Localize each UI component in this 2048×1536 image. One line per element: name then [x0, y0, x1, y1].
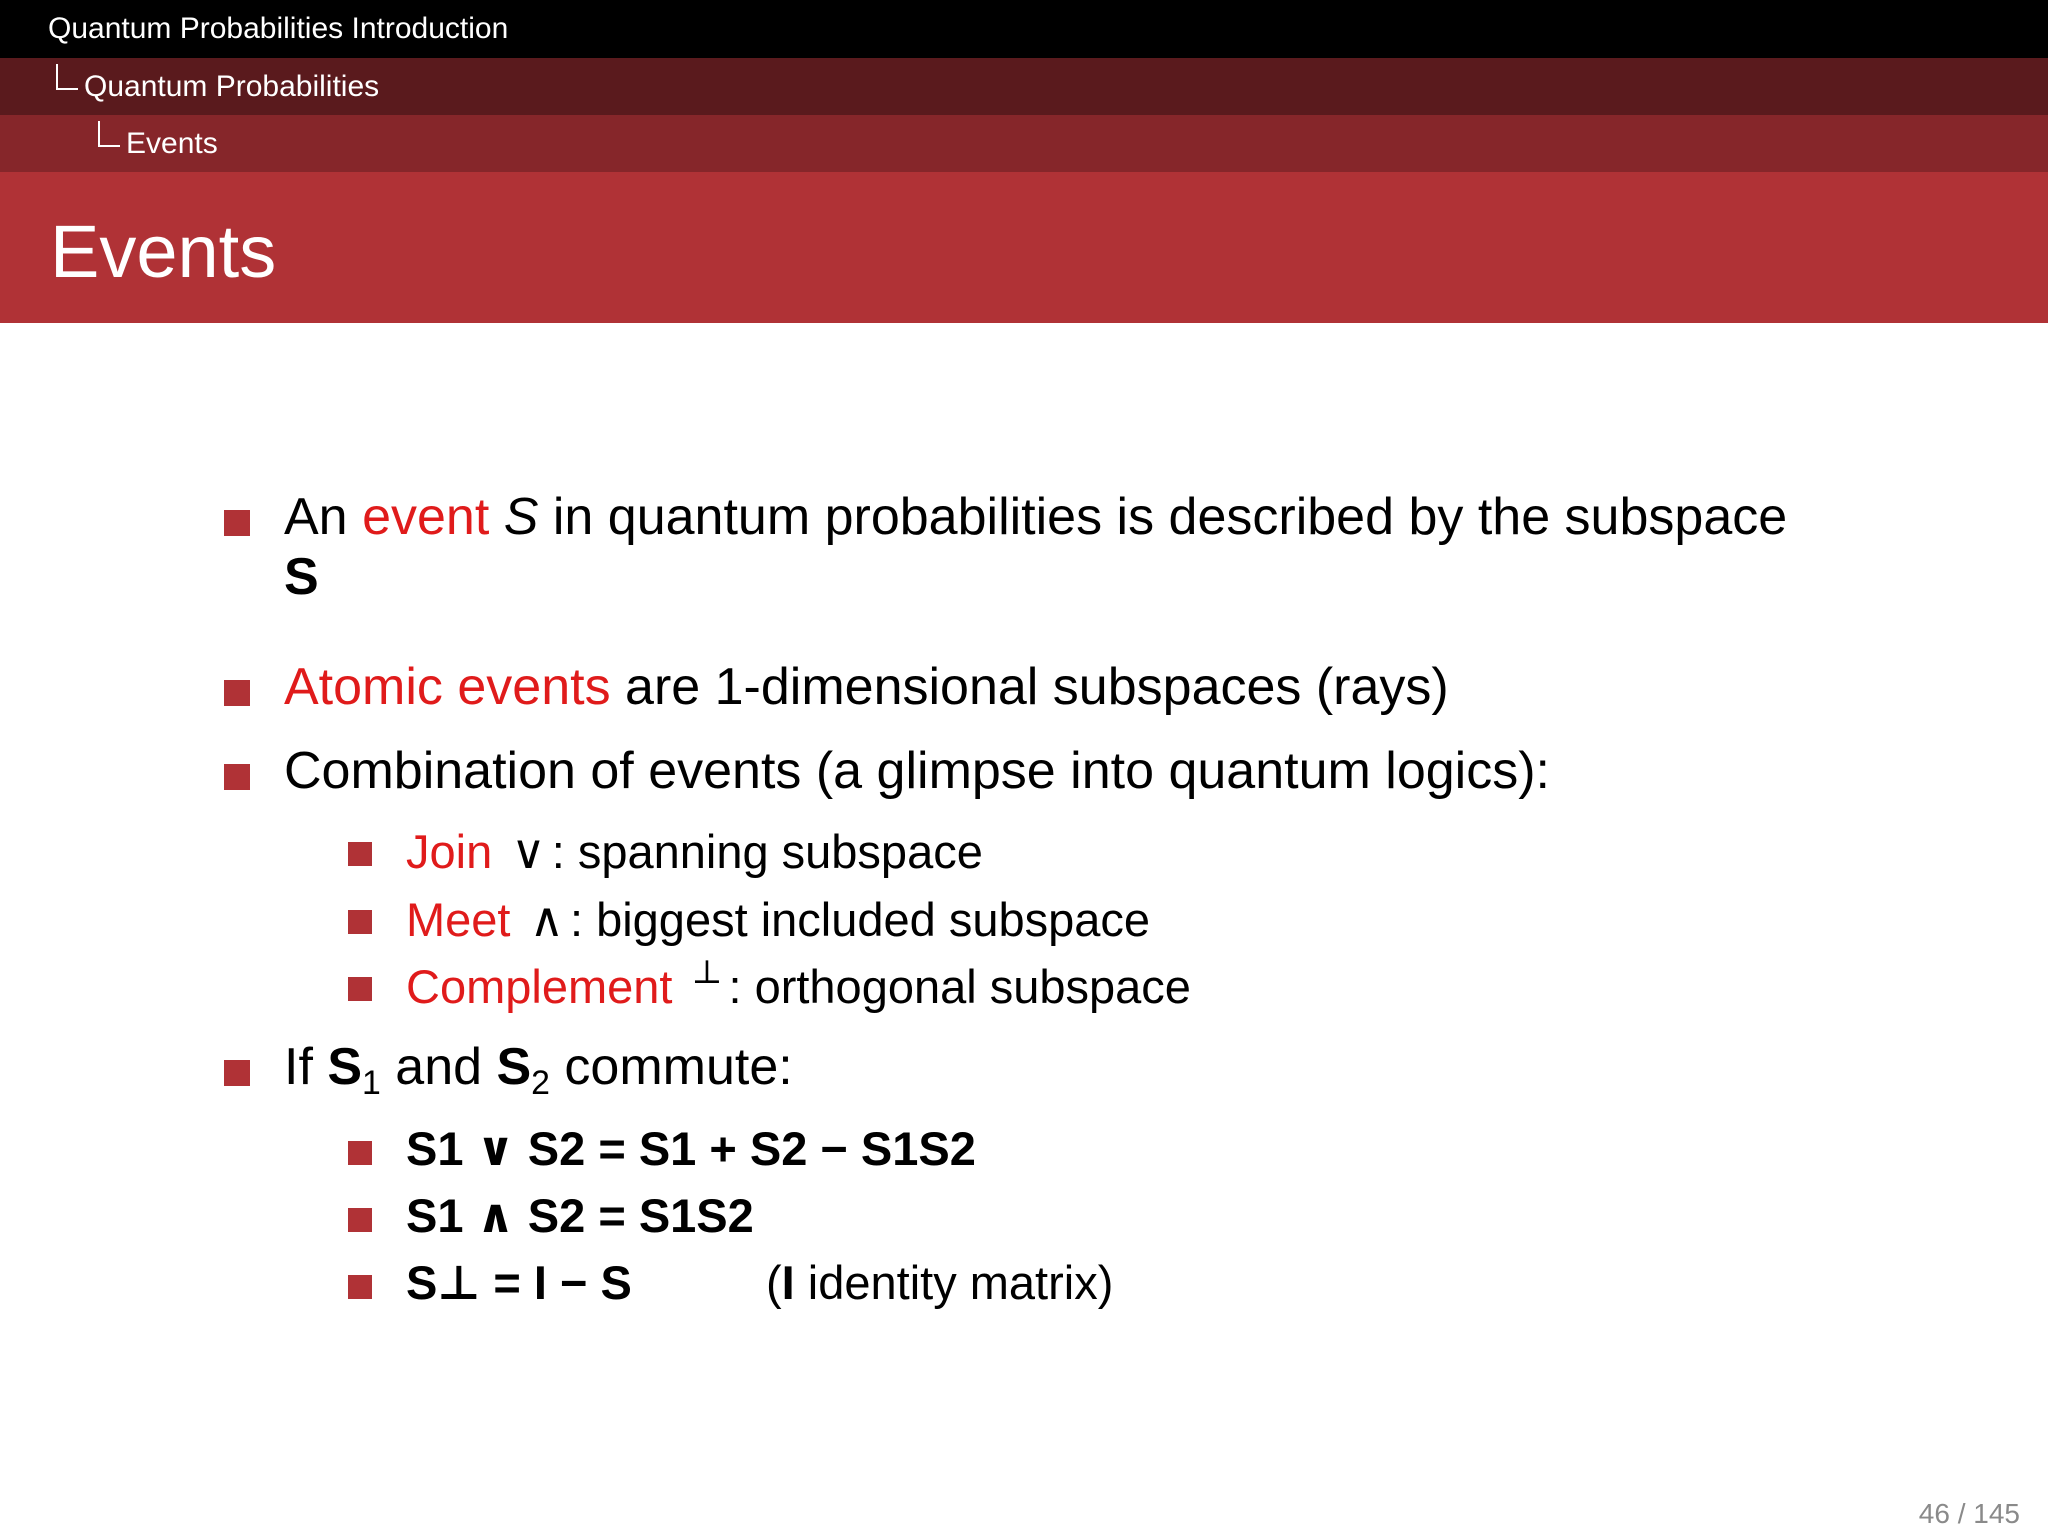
header-subsubsection [0, 115, 2048, 172]
perp-symbol: ⊥ [691, 952, 723, 992]
header-subsection [0, 58, 2048, 115]
variable-s: S [503, 488, 539, 546]
equation-meet: S1 ∧ S2 = S1S2 [406, 1189, 754, 1242]
text: : orthogonal subspace [728, 960, 1191, 1013]
subsection-title: Quantum Probabilities [84, 70, 380, 103]
text: : biggest included subspace [569, 893, 1151, 946]
text: commute: [549, 1038, 793, 1096]
term-complement: Complement [406, 960, 673, 1013]
header-section [0, 0, 2048, 58]
symbol-s2: S [496, 1038, 532, 1096]
equation-join: S1 ∨ S2 = S1 + S2 − S1S2 [406, 1122, 976, 1175]
bullet-icon [224, 510, 250, 536]
list-item-meet [406, 893, 1150, 948]
text: If [284, 1038, 328, 1096]
list-item-combination [284, 742, 1550, 802]
text: and [380, 1038, 497, 1096]
bullet-icon [348, 1275, 372, 1299]
section-title: Quantum Probabilities Introduction [48, 12, 509, 45]
list-item-atomic [284, 658, 1449, 718]
text: An [284, 488, 363, 546]
subscript: 1 [362, 1064, 381, 1103]
text: in quantum probabilities is described by the subspace [538, 488, 1788, 546]
join-symbol: ∨ [511, 825, 546, 880]
text: are 1-dimensional subspaces (rays) [610, 658, 1449, 716]
page-number: 46 / 145 [1918, 1498, 2020, 1529]
bullet-icon [348, 842, 372, 866]
symbol-s1: S [327, 1038, 363, 1096]
subsection-crumb [56, 58, 379, 115]
text: ( [766, 1256, 782, 1309]
tree-connector-icon [56, 64, 78, 90]
bullet-icon [348, 1208, 372, 1232]
term-meet: Meet [406, 893, 511, 946]
identity-note [766, 1256, 1113, 1310]
bullet-icon [348, 977, 372, 1001]
list-item-event [284, 488, 1984, 608]
text: Combination of events (a glimpse into quantum logics): [284, 742, 1550, 800]
tree-connector-icon [98, 121, 120, 147]
term-atomic-events: Atomic events [284, 658, 611, 716]
bullet-icon [224, 680, 250, 706]
term-event: event [362, 488, 490, 546]
term-join: Join [406, 825, 493, 878]
bullet-icon [224, 1060, 250, 1086]
bullet-icon [348, 1141, 372, 1165]
text: : spanning subspace [551, 825, 983, 878]
bullet-icon [224, 764, 250, 790]
frame-title: Events [50, 210, 277, 293]
list-item-complement [406, 952, 1191, 1014]
subspace-symbol: S [284, 547, 319, 606]
subscript: 2 [531, 1064, 550, 1103]
equation-complement: S⊥ = I − S [406, 1256, 632, 1309]
subsubsection-title: Events [126, 127, 218, 160]
identity-symbol: I [781, 1256, 795, 1309]
bullet-icon [348, 910, 372, 934]
subsubsection-crumb [98, 115, 218, 172]
list-item-join [406, 825, 983, 880]
frame-title-bar [0, 172, 2048, 323]
meet-symbol: ∧ [529, 893, 564, 948]
text: identity matrix) [794, 1256, 1114, 1309]
list-item-commute [284, 1038, 793, 1103]
